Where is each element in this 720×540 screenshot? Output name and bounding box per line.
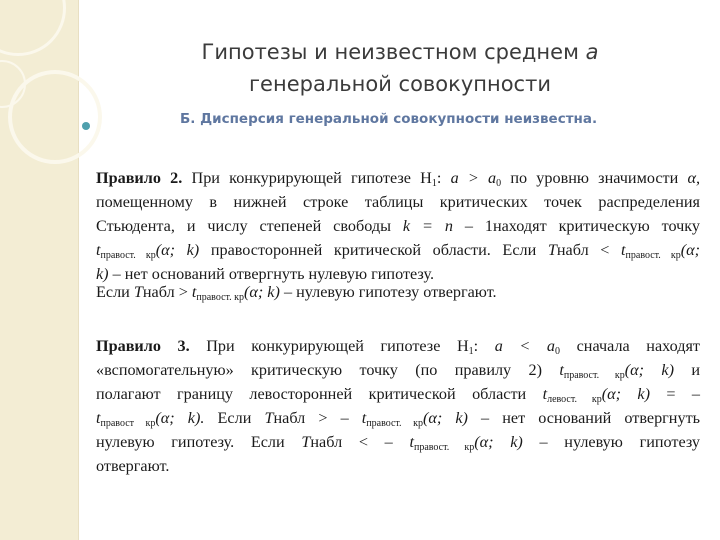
rule-2-extra-line: Если Тнабл > $t_{правост. кр}(\alpha$; k) – нулевую гипотезу отвергают.: [96, 283, 497, 303]
rule-2-extra-paragraph: [96, 280, 700, 304]
title-line-2: генеральной совокупности: [249, 72, 551, 96]
rule-3-line: Правило 3. При конкурирующей гипотезе $Н_1$: $а < а_0$ сначала находят: [96, 337, 700, 357]
rule-2-paragraph: [96, 166, 700, 286]
rule-3-line: нулевую гипотезу. Если Тнабл < – $t_{правост. кр}(\alpha$; k) – нулевую гипотезу: [96, 433, 701, 453]
slide-title: [120, 36, 680, 100]
rule-2-line: Стьюдента, и числу степеней свободы k = n – 1находят критическую точку: [96, 217, 700, 235]
rule-3-line: отвергают.: [96, 457, 170, 475]
rule-3-heading: Правило 3.: [96, 337, 190, 355]
rule-2-heading: Правило 2.: [96, 169, 183, 187]
title-variable: а: [585, 40, 599, 64]
rule-3-line: $t_{правост кр}(\alpha$; k). Если Тнабл > – $t_{правост. кр}(\alpha$; k) – нет оснований отвергнуть: [96, 409, 701, 429]
rule-3-line: «вспомогательную» критическую точку (по правилу 2) $t_{правост. кр}(\alpha$; k) и: [96, 361, 701, 381]
rule-2-line: $t_{правост. кр}(\alpha$; k) правосторонней критической области. Если Тнабл < $t_{правост. кр}(\alpha$;: [96, 241, 701, 261]
decorative-sidebar: [0, 0, 79, 540]
rule-2-line: помещенному в нижней строке таблицы критических точек распределения: [96, 193, 700, 211]
bullet-icon: [82, 122, 90, 130]
decorative-circle: [0, 0, 66, 56]
rule-3-paragraph: [96, 334, 700, 478]
rule-2-line: k) – нет оснований отвергнуть нулевую гипотезу.: [96, 265, 435, 283]
title-line-1: Гипотезы и неизвестном среднем: [201, 40, 586, 64]
slide-subtitle: Б. Дисперсия генеральной совокупности неизвестна.: [180, 111, 598, 127]
rule-3-line: полагают границу левосторонней критической области $t_{левост. кр}(\alpha$; k) = –: [96, 385, 701, 405]
rule-2-line: Правило 2. При конкурирующей гипотезе $Н_1$: $а > а_0$ по уровню значимости α,: [96, 169, 701, 189]
